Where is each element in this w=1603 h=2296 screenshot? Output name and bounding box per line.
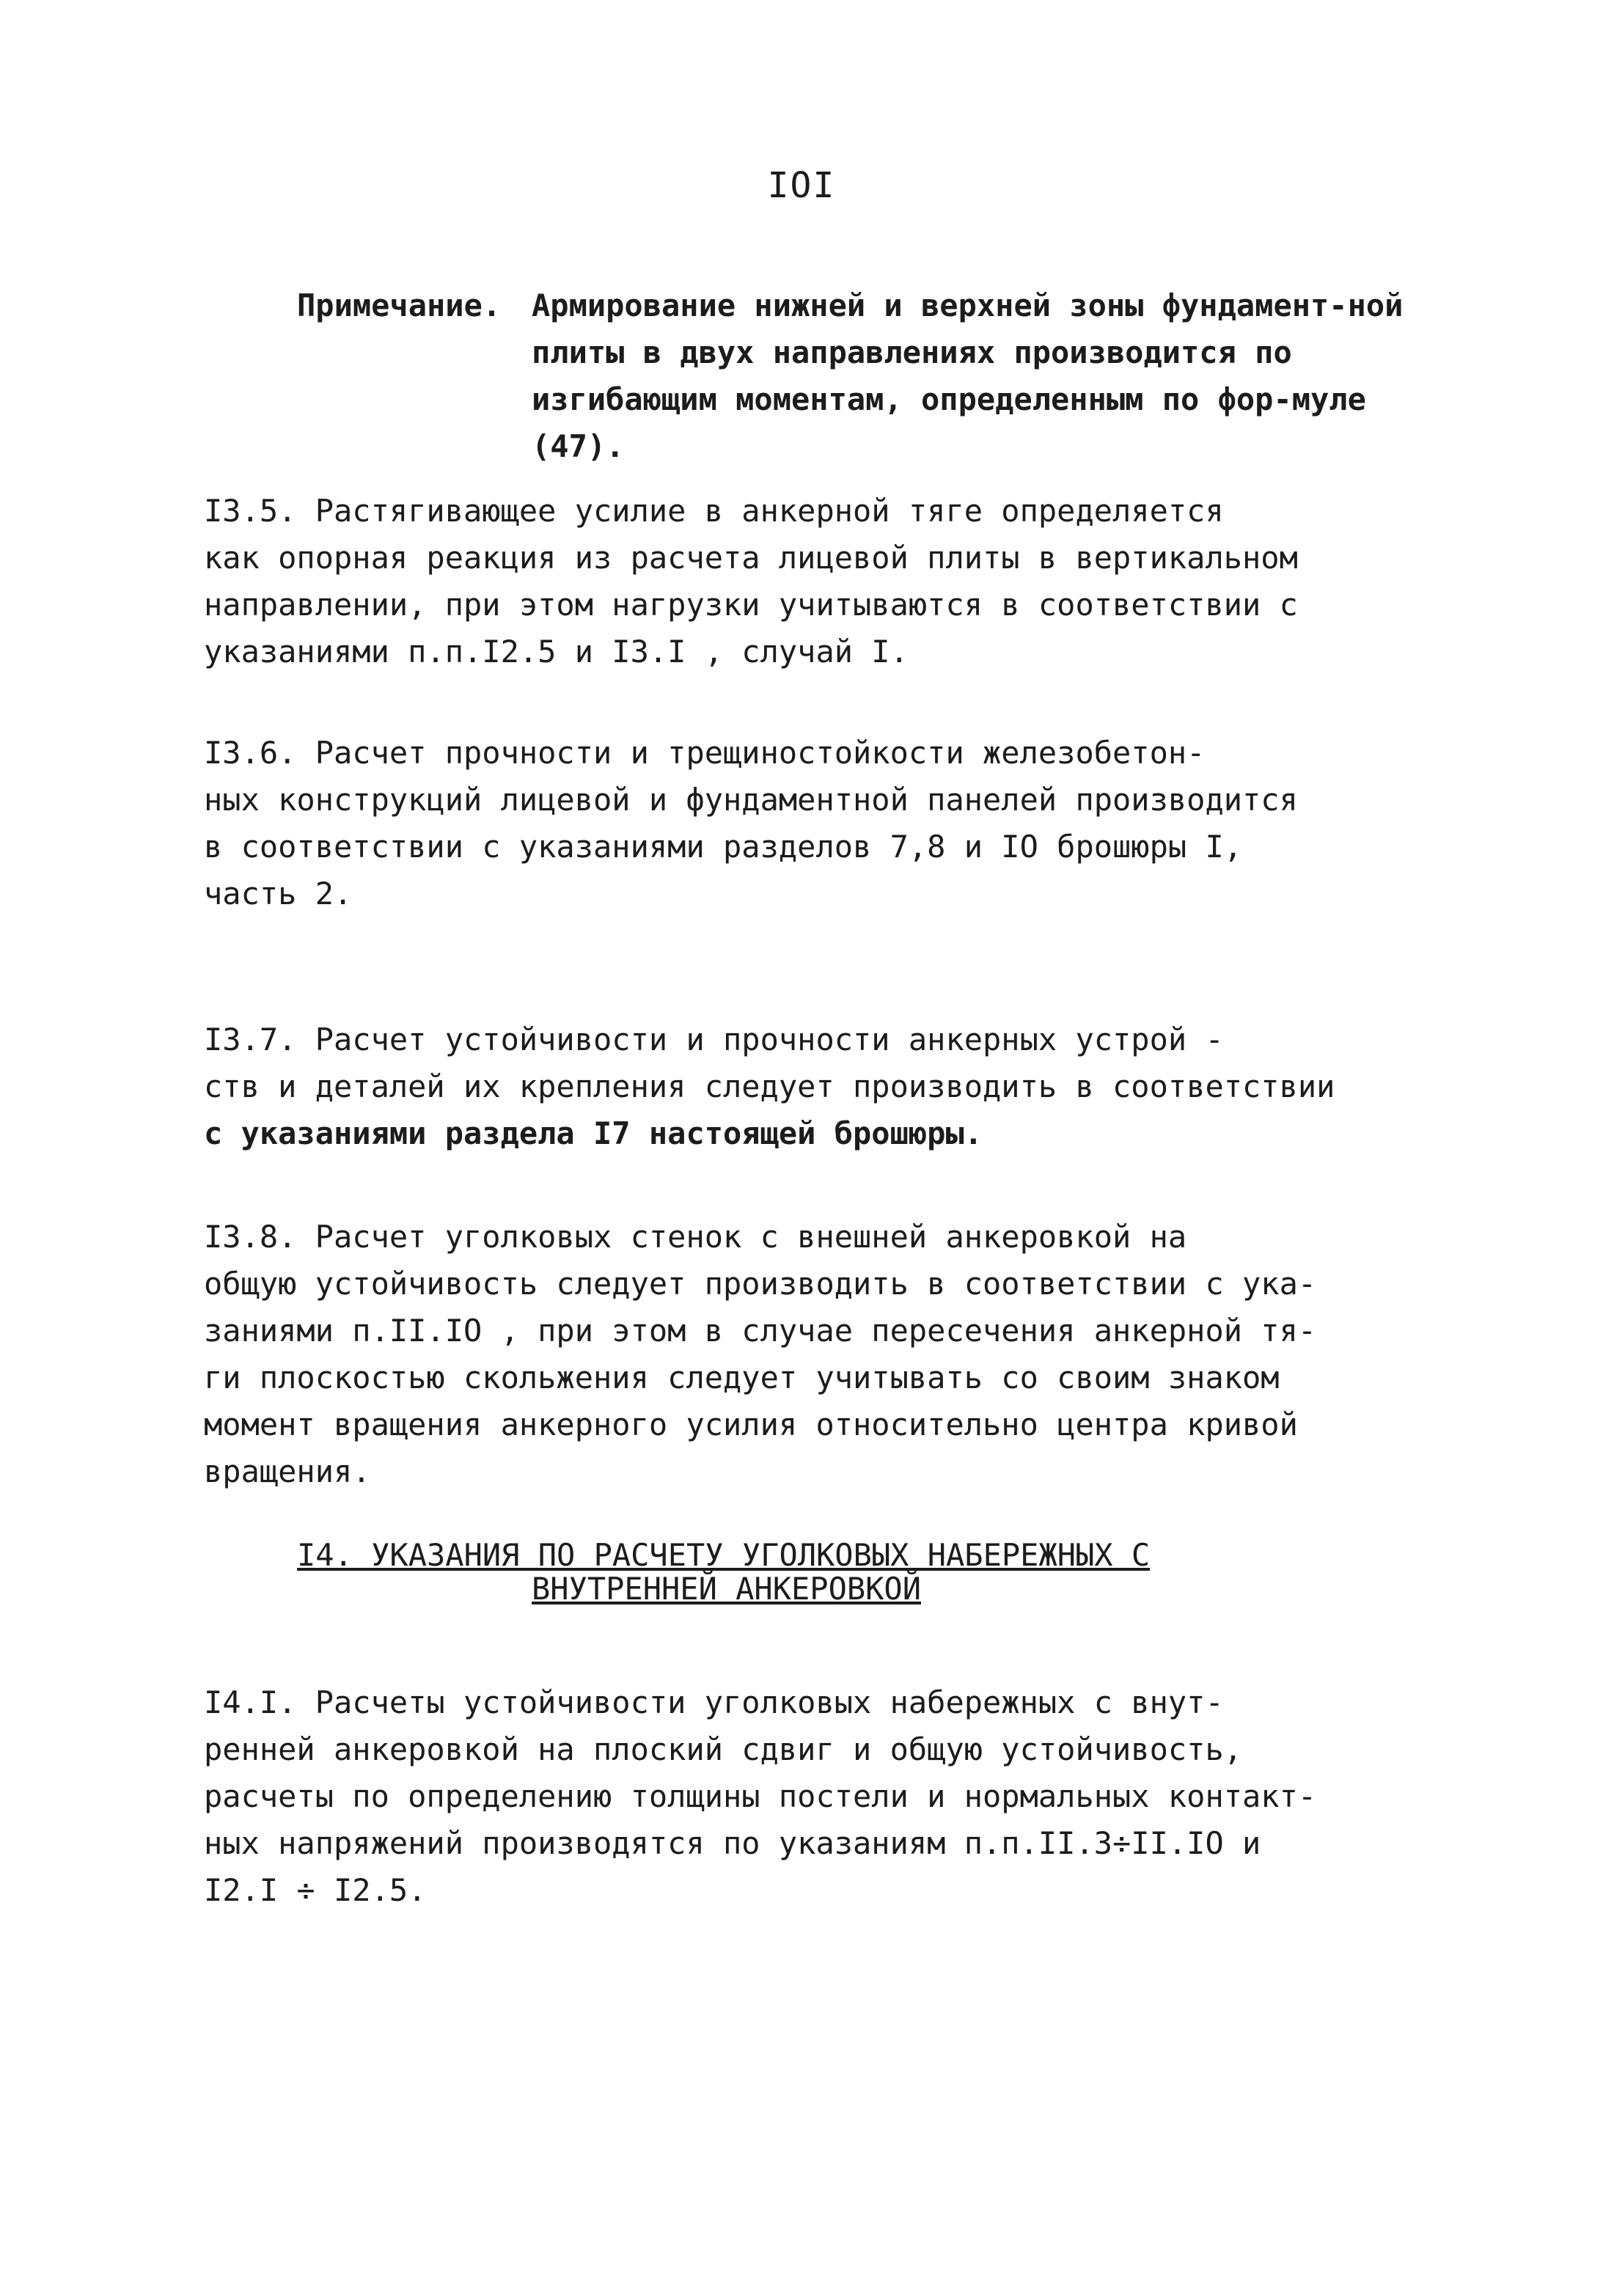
paragraph-13-8: I3.8. Расчет уголковых стенок с внешней анкеровкой на общую устойчивость следует производить в соответствии с ука- заниями п.II.IO , при этом в случае пересечения анкерной тя- ги плоскостью скольжения следует учитывать со своим знаком момент вращения анкерного усилия относительно центра кривой вращения.: [204, 1219, 1317, 1489]
paragraph-13-7: [204, 969, 1436, 1204]
note-label: Примечание.: [297, 287, 502, 323]
paragraph-13-7-last-line: с указаниями раздела I7 настоящей брошюры.: [204, 1115, 983, 1151]
section-heading: [297, 1538, 1250, 1606]
section-heading-line-1: I4. УКАЗАНИЯ ПО РАСЧЕТУ УГОЛКОВЫХ НАБЕРЕЖНЫХ С: [297, 1537, 1151, 1573]
paragraph-14-1: I4.I. Расчеты устойчивости уголковых набережных с внут- ренней анкеровкой на плоский сдвиг и общую устойчивость, расчеты по определению толщины постели и нормальных контакт- ных напряжений производятся по указаниям п.п.II.3÷II.IO и I2.I ÷ I2.5.: [204, 1684, 1317, 1908]
paragraph-13-7-body: I3.7. Расчет устойчивости и прочности анкерных устрой - ств и деталей их крепления следует производить в соответствии: [204, 1022, 1335, 1104]
paragraph-13-6: I3.6. Расчет прочности и трещиностойкости железобетон- ных конструкций лицевой и фундаментной панелей производится в соответствии с указаниями разделов 7,8 и IO брошюры I, часть 2.: [204, 735, 1298, 912]
section-heading-line-2: ВНУТРЕННЕЙ АНКЕРОВКОЙ: [532, 1571, 922, 1607]
paragraph-13-5: I3.5. Растягивающее усилие в анкерной тяге определяется как опорная реакция из расчета лицевой плиты в вертикальном направлении, при этом нагрузки учитываются в соответствии с указаниями п.п.I2.5 и I3.I , случай I.: [204, 493, 1298, 670]
page-number: IOI: [767, 165, 836, 206]
note-text: Армирование нижней и верхней зоны фундамент-ной плиты в двух направлениях производится по изгибающим моментам, определенным по фор-муле (47).: [532, 287, 1404, 464]
